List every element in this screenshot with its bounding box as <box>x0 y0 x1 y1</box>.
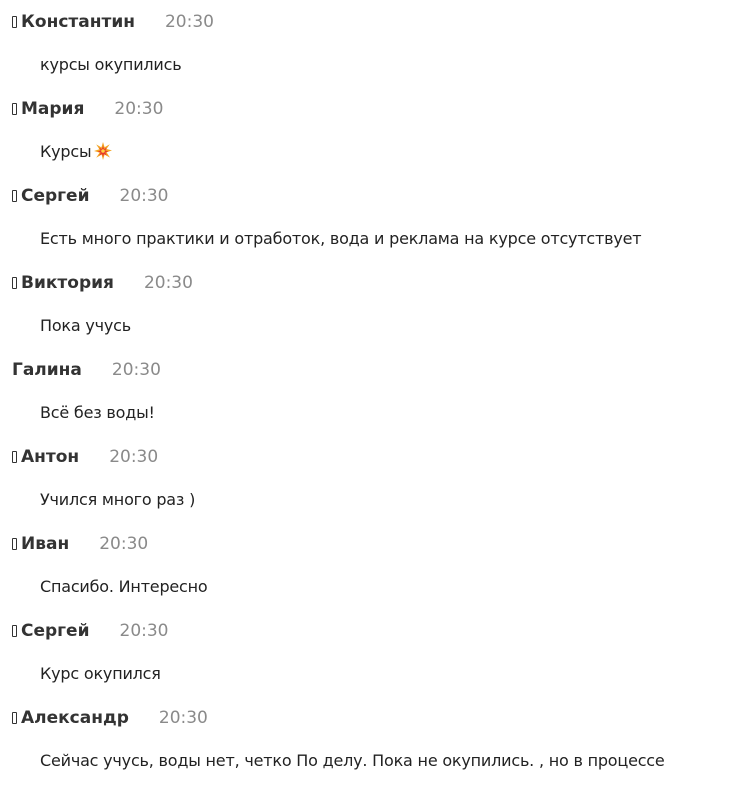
message-time: 20:30 <box>119 621 169 641</box>
message-author[interactable]: Сергей <box>21 186 90 206</box>
message-text <box>40 577 208 596</box>
message-text-content: Учился много раз ) <box>40 490 196 509</box>
message-item <box>0 174 748 261</box>
message-text <box>40 403 155 422</box>
message-text-content: Курсы <box>40 142 92 161</box>
author-marker-icon <box>12 538 17 550</box>
message-text-content: Всё без воды! <box>40 403 155 422</box>
message-header <box>12 97 163 121</box>
message-author[interactable]: Мария <box>21 99 85 119</box>
message-header <box>12 619 169 643</box>
message-time: 20:30 <box>114 99 164 119</box>
message-header <box>12 184 169 208</box>
message-text <box>40 316 131 335</box>
message-text-content: Курс окупился <box>40 664 161 683</box>
message-time: 20:30 <box>109 447 159 467</box>
message-text <box>40 490 195 509</box>
message-author[interactable]: Антон <box>21 447 80 467</box>
message-header <box>12 271 193 295</box>
message-header <box>12 445 158 469</box>
message-item <box>0 435 748 522</box>
message-item <box>0 261 748 348</box>
collision-icon <box>94 142 112 164</box>
author-marker-icon <box>12 190 17 202</box>
message-header <box>12 706 208 730</box>
message-text-content: Есть много практики и отработок, вода и реклама на курсе отсутствует <box>40 229 642 248</box>
message-time: 20:30 <box>158 708 208 728</box>
message-text-content: Спасибо. Интересно <box>40 577 208 596</box>
message-text <box>40 664 161 683</box>
message-text <box>40 751 665 770</box>
message-text <box>40 229 641 248</box>
author-marker-icon <box>12 625 17 637</box>
message-item <box>0 348 748 435</box>
message-author[interactable]: Сергей <box>21 621 90 641</box>
message-item <box>0 522 748 609</box>
message-item <box>0 696 748 783</box>
message-author[interactable]: Иван <box>21 534 70 554</box>
message-item <box>0 87 748 174</box>
author-marker-icon <box>12 451 17 463</box>
author-marker-icon <box>12 277 17 289</box>
message-text-content: курсы окупились <box>40 55 182 74</box>
message-text-content: Пока учусь <box>40 316 131 335</box>
message-time: 20:30 <box>143 273 193 293</box>
message-time: 20:30 <box>119 186 169 206</box>
message-text <box>40 55 181 74</box>
message-time: 20:30 <box>111 360 161 380</box>
message-item <box>0 0 748 87</box>
message-author[interactable]: Константин <box>21 12 135 32</box>
author-marker-icon <box>12 16 17 28</box>
message-time: 20:30 <box>164 12 214 32</box>
message-item <box>0 609 748 696</box>
message-author[interactable]: Виктория <box>21 273 114 293</box>
message-header <box>12 532 148 556</box>
author-marker-icon <box>12 712 17 724</box>
author-marker-icon <box>12 103 17 115</box>
message-header <box>12 10 214 34</box>
message-text <box>40 142 112 164</box>
message-time: 20:30 <box>99 534 149 554</box>
message-text-content: Сейчас учусь, воды нет, четко По делу. Пока не окупились. , но в процессе <box>40 751 665 770</box>
message-header <box>12 358 161 382</box>
message-author[interactable]: Галина <box>12 360 82 380</box>
message-author[interactable]: Александр <box>21 708 129 728</box>
